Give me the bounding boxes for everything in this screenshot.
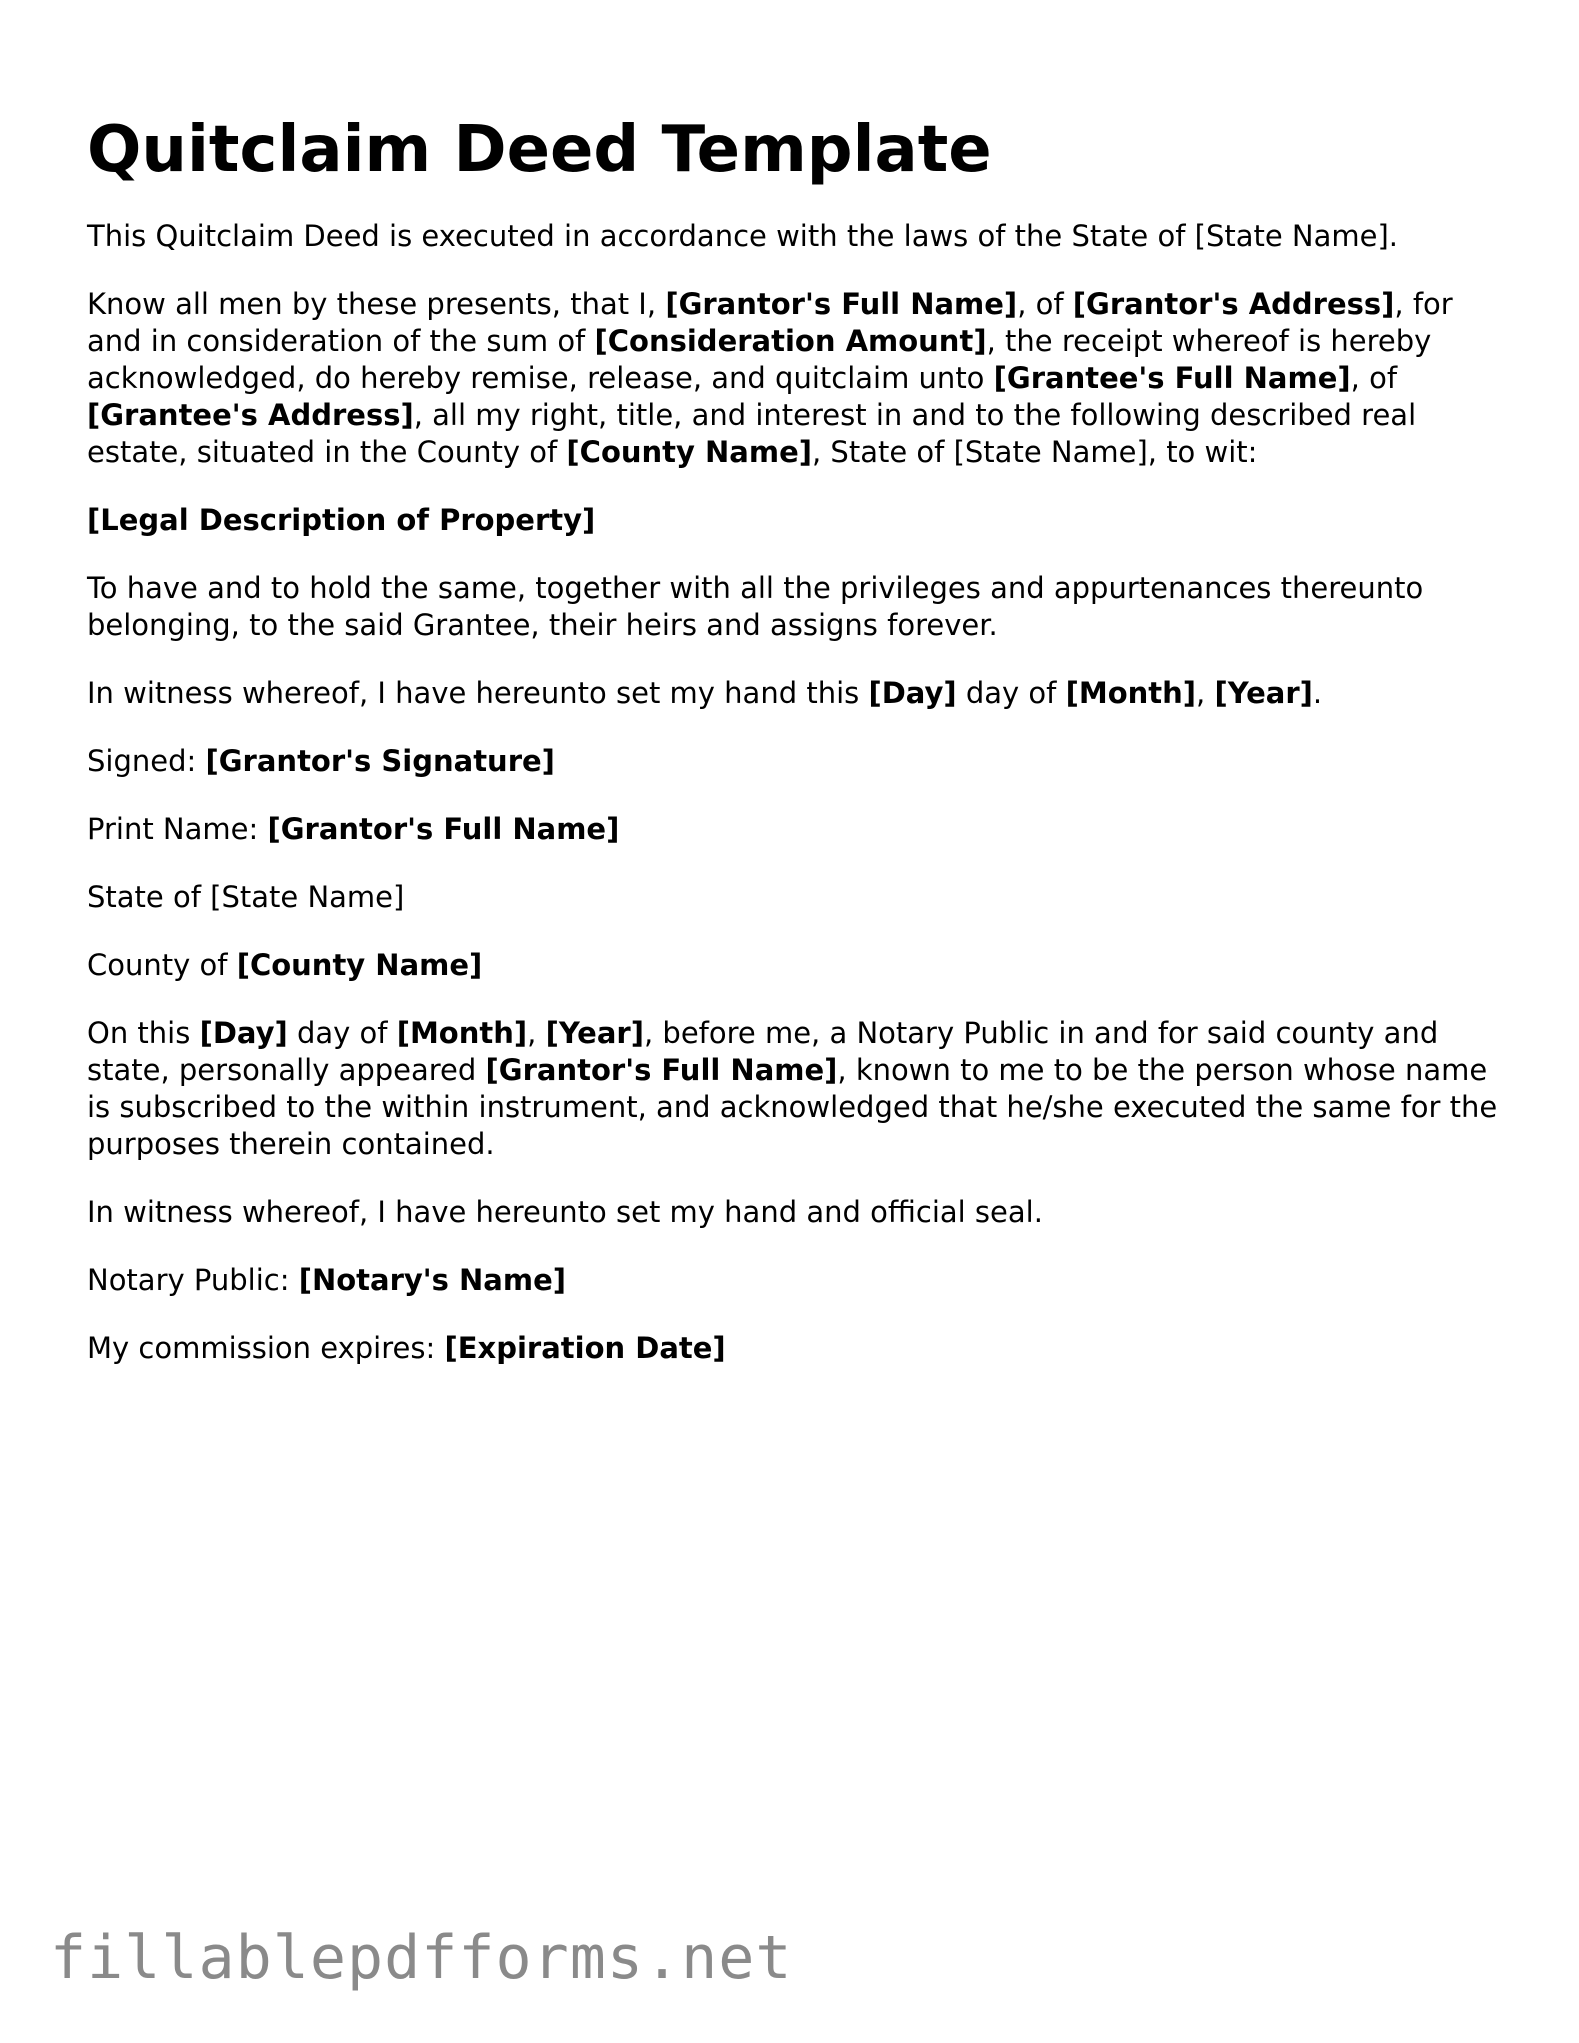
document-body (87, 110, 1507, 1398)
notary-text: , known to me to be the person whose name is subscribed to the within instrument, and acknowledged that he/she executed the same for the purposes therein contained. (87, 1053, 1498, 1161)
county-line (87, 947, 1507, 984)
grantee-address-placeholder: [Grantee's Address] (87, 398, 414, 432)
habendum-text: To have and to hold the same, together with all the privileges and appurtenances thereunto belonging, to the said Grantee, their heirs and assigns forever. (87, 571, 1424, 642)
intro-paragraph (87, 218, 1507, 255)
notary-text: day of (287, 1016, 397, 1050)
grantor-address-placeholder: [Grantor's Address] (1072, 287, 1395, 321)
day-placeholder: [Day] (868, 676, 957, 710)
notary-public-line (87, 1262, 1507, 1299)
state-text: State of [State Name] (87, 880, 405, 914)
witness-text: , (1196, 676, 1215, 710)
notary-witness-paragraph (87, 1194, 1507, 1231)
conveyance-text: Know all men by these presents, that I, (87, 287, 666, 321)
habendum-paragraph (87, 570, 1507, 644)
state-line (87, 879, 1507, 916)
conveyance-text: , of (1017, 287, 1073, 321)
conveyance-text: , State of [State Name], to wit: (812, 435, 1258, 469)
signed-line (87, 743, 1507, 780)
signed-label: Signed: (87, 744, 206, 778)
commission-line (87, 1330, 1507, 1367)
notary-public-label: Notary Public: (87, 1263, 299, 1297)
notary-text: , before me, a Notary Public in and for said county and state, personally appeared (87, 1016, 1439, 1087)
witness-text: day of (956, 676, 1066, 710)
notary-acknowledgment-paragraph (87, 1015, 1507, 1163)
site-watermark: fillablepdfforms.net (50, 1923, 793, 1993)
notary-text: , (527, 1016, 546, 1050)
intro-text: This Quitclaim Deed is executed in accordance with the laws of the State of [State Name]. (87, 219, 1399, 253)
conveyance-text: , for and in consideration of the sum of (87, 287, 1453, 358)
consideration-amount-placeholder: [Consideration Amount] (594, 324, 987, 358)
county-name-placeholder: [County Name] (566, 435, 812, 469)
notary-witness-text: In witness whereof, I have hereunto set my hand and official seal. (87, 1195, 1043, 1229)
conveyance-paragraph (87, 286, 1507, 471)
witness-paragraph (87, 675, 1507, 712)
commission-label: My commission expires: (87, 1331, 445, 1365)
month-placeholder: [Month] (1065, 676, 1197, 710)
expiration-date-placeholder: [Expiration Date] (444, 1331, 726, 1365)
grantor-name-placeholder: [Grantor's Full Name] (485, 1053, 838, 1087)
grantor-signature-placeholder: [Grantor's Signature] (205, 744, 555, 778)
print-name-placeholder: [Grantor's Full Name] (267, 812, 620, 846)
document-title: Quitclaim Deed Template (87, 113, 992, 187)
month-placeholder: [Month] (396, 1016, 528, 1050)
county-placeholder: [County Name] (236, 948, 483, 982)
witness-text: In witness whereof, I have hereunto set my hand this (87, 676, 869, 710)
conveyance-text: , the receipt whereof is hereby acknowledged, do hereby remise, release, and quitclaim unto (87, 324, 1432, 395)
notary-name-placeholder: [Notary's Name] (298, 1263, 567, 1297)
print-name-line (87, 811, 1507, 848)
conveyance-text: , all my right, title, and interest in and to the following described real estate, situated in the County of (87, 398, 1417, 469)
year-placeholder: [Year] (1214, 676, 1313, 710)
year-placeholder: [Year] (545, 1016, 644, 1050)
witness-text: . (1312, 676, 1323, 710)
day-placeholder: [Day] (199, 1016, 288, 1050)
grantor-name-placeholder: [Grantor's Full Name] (665, 287, 1018, 321)
print-name-label: Print Name: (87, 812, 268, 846)
county-label: County of (87, 948, 237, 982)
legal-description-paragraph (87, 502, 1507, 539)
legal-description-placeholder: [Legal Description of Property] (87, 503, 596, 537)
conveyance-text: , of (1350, 361, 1398, 395)
grantee-name-placeholder: [Grantee's Full Name] (993, 361, 1351, 395)
notary-text: On this (87, 1016, 200, 1050)
